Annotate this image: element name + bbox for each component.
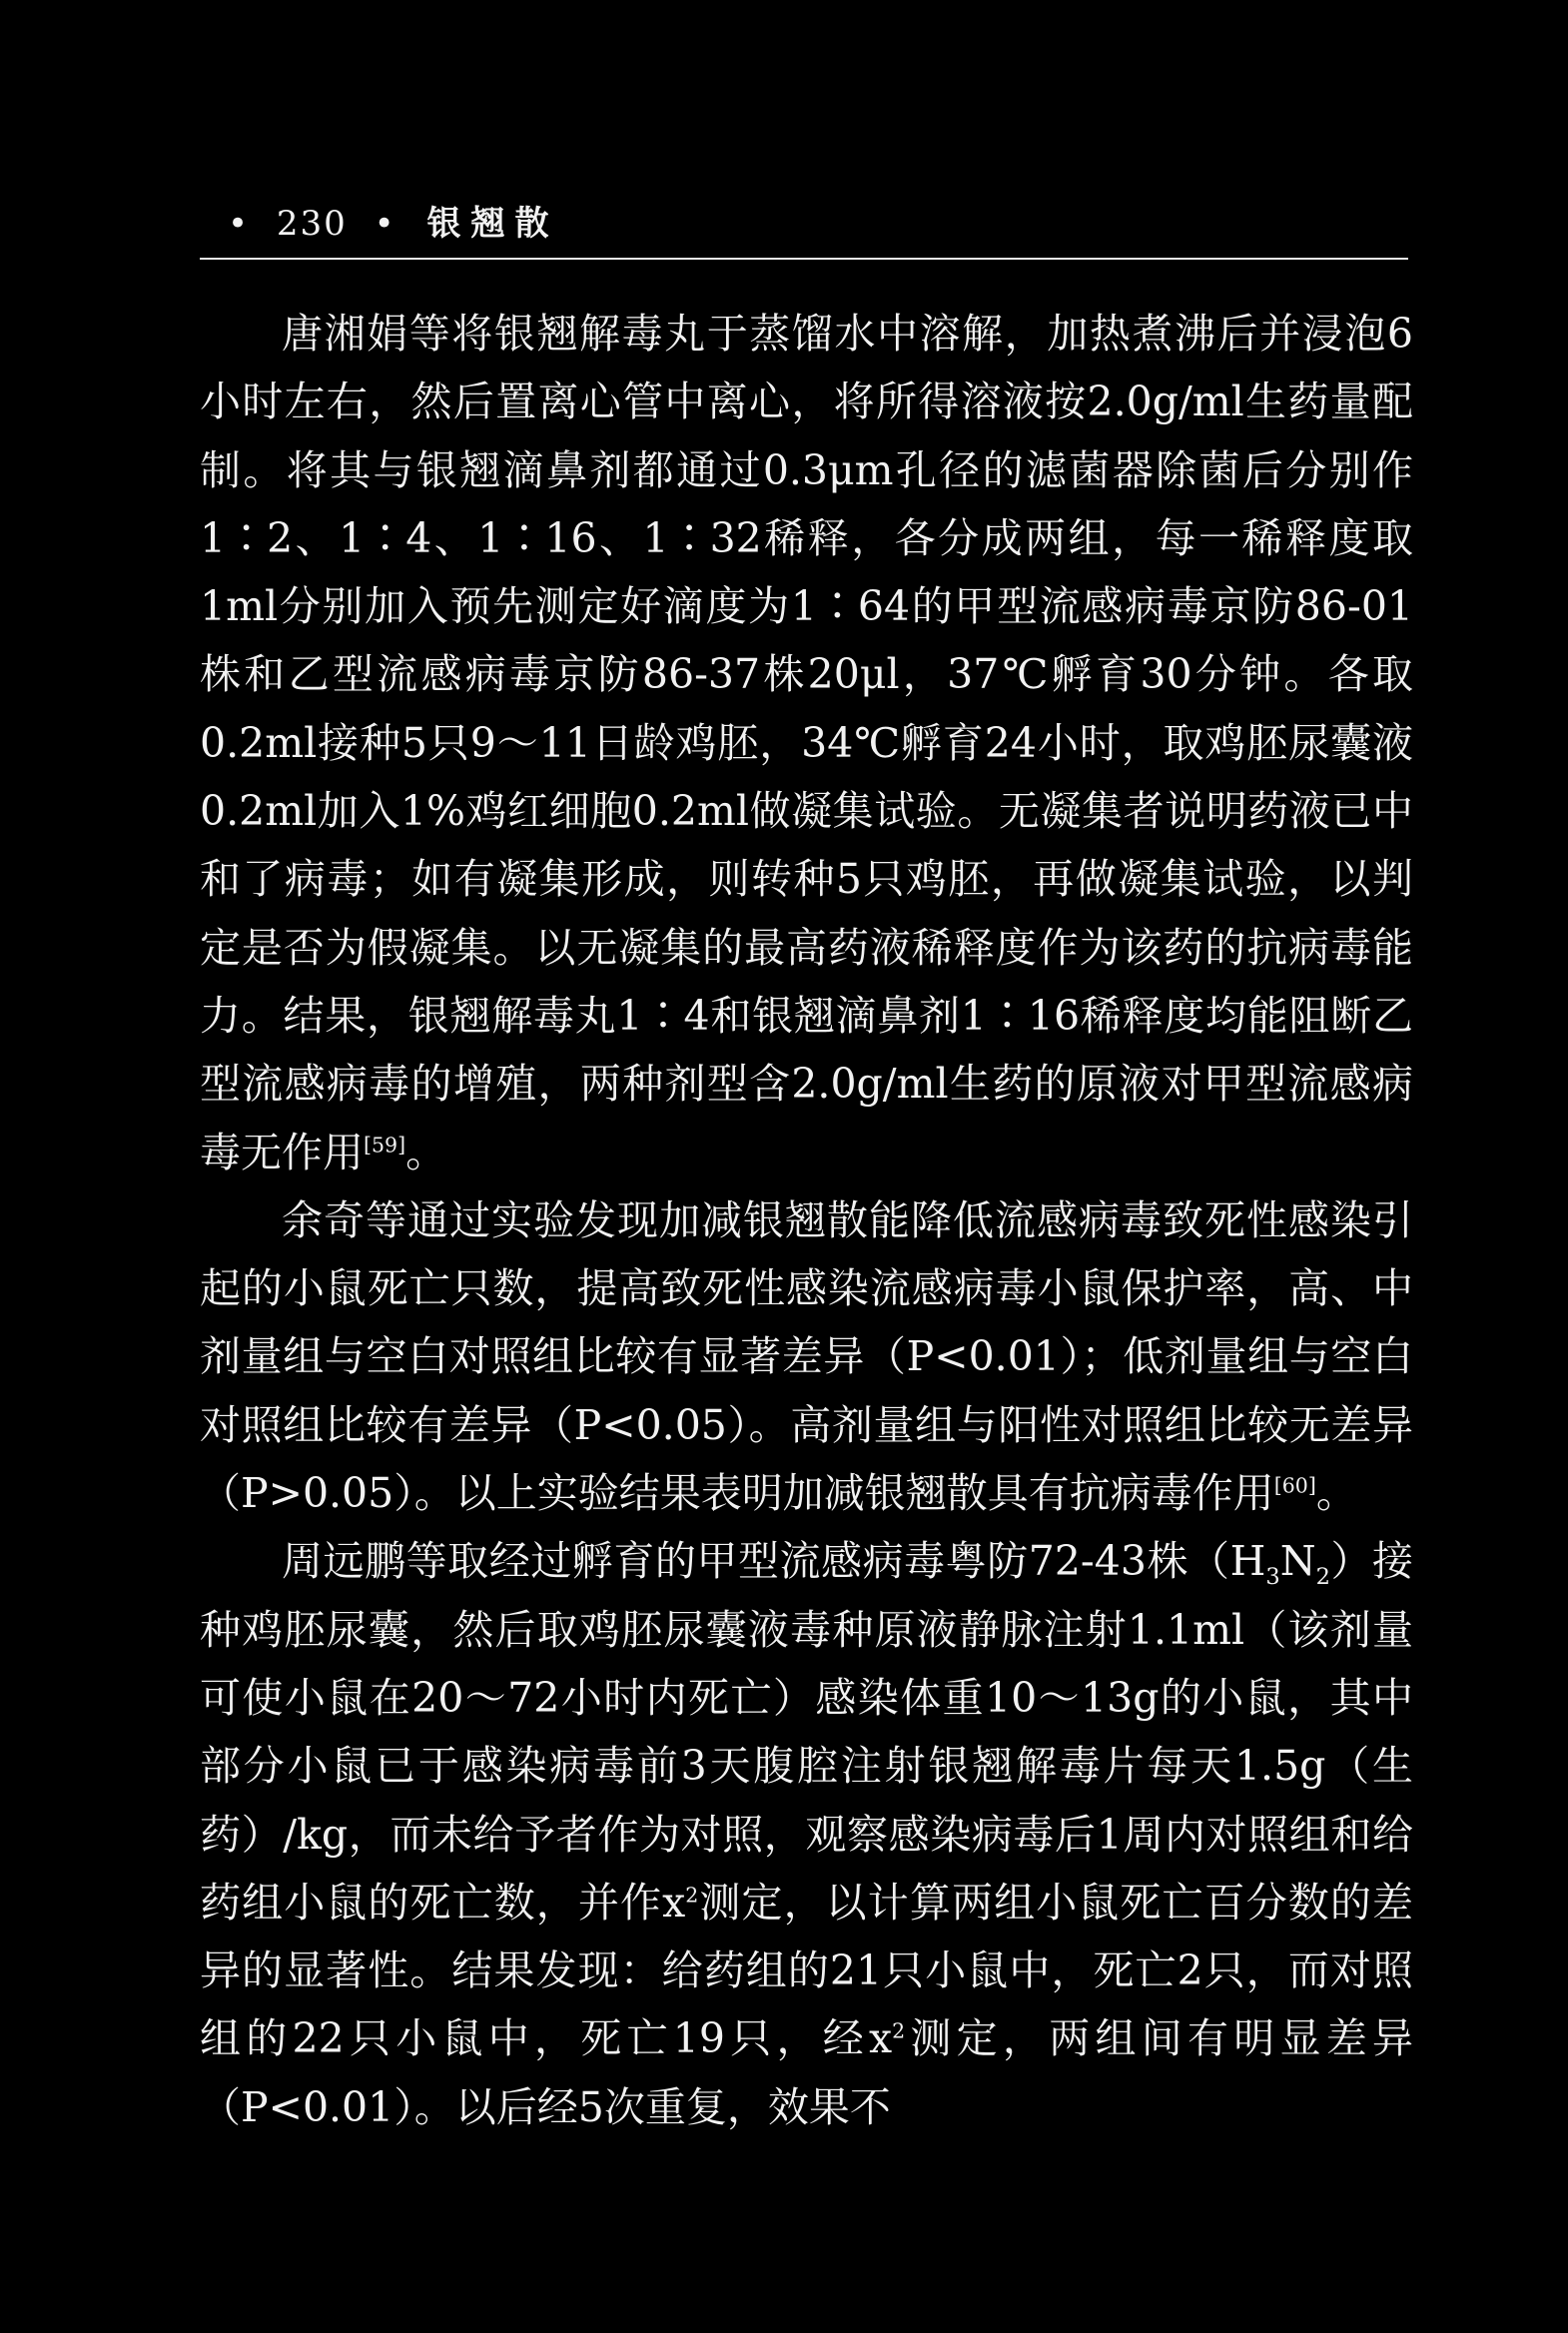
paragraph-text: 余奇等通过实验发现加减银翘散能降低流感病毒致死性感染引起的小鼠死亡只数，提高致死性感染流感病毒小鼠保护率，高、中剂量组与空白对照组比较有显著差异（P<0.01）；低剂量组与空白对照组比较有差异（P<0.05）。高剂量组与阳性对照组比较无差异（P>0.05）。以上实验结果表明加减银翘散具有抗病毒作用 xyxy=(200,1195,1413,1518)
header-rule xyxy=(200,258,1408,260)
header-dot: • xyxy=(374,204,396,244)
paragraph-text: 唐湘娟等将银翘解毒丸于蒸馏水中溶解，加热煮沸后并浸泡6小时左右，然后置离心管中离心，将所得溶液按2.0g/ml生药量配制。将其与银翘滴鼻剂都通过0.3μm孔径的滤菌器除菌后分别作1∶2、1∶4、1∶16、1∶32稀释，各分成两组，每一稀释度取1ml分别加入预先测定好滴度为1∶64的甲型流感病毒京防86-01株和乙型流感病毒京防86-37株20μl，37℃孵育30分钟。各取0.2ml接种5只9～11日龄鸡胚，34℃孵育24小时，取鸡胚尿囊液0.2ml加入1%鸡红细胞0.2ml做凝集试验。无凝集者说明药液已中和了病毒；如有凝集形成，则转种5只鸡胚，再做凝集试验，以判定是否为假凝集。以无凝集的最高药液稀释度作为该药的抗病毒能力。结果，银翘解毒丸1∶4和银翘滴鼻剂1∶16稀释度均能阻断乙型流感病毒的增殖，两种剂型含2.0g/ml生药的原液对甲型流感病毒无作用 xyxy=(200,310,1413,1176)
body-text xyxy=(200,300,1413,2141)
paragraph-end: 。 xyxy=(405,1128,447,1176)
paragraph-text: 周远鹏等取经过孵育的甲型流感病毒粤防72-43株（H xyxy=(282,1537,1266,1586)
paragraph-text: 测定，两组间有明显差异（P<0.01）。以后经5次重复，效果不 xyxy=(200,2014,1414,2131)
superscript: 2 xyxy=(892,2018,906,2043)
paragraph-text: ）接种鸡胚尿囊，然后取鸡胚尿囊液毒种原液静脉注射1.1ml（该剂量可使小鼠在20～72小时内死亡）感染体重10～13g的小鼠，其中部分小鼠已于感染病毒前3天腹腔注射银翘解毒片每天1.5g（生药）/kg，而未给予者作为对照，观察感染病毒后1周内对照组和给药组小鼠的死亡数，并作x xyxy=(200,1537,1414,1927)
reference: [60] xyxy=(1273,1473,1316,1498)
superscript: 2 xyxy=(685,1883,699,1908)
subscript: 2 xyxy=(1315,1564,1330,1591)
paragraph xyxy=(200,1186,1413,1527)
paragraph xyxy=(200,300,1413,1186)
page-number: 230 xyxy=(276,204,348,244)
paragraph xyxy=(200,1527,1413,2141)
subscript: 3 xyxy=(1265,1564,1280,1591)
book-title: 银翘散 xyxy=(426,204,559,244)
reference: [59] xyxy=(364,1132,406,1157)
paragraph-end: 。 xyxy=(1315,1469,1357,1518)
page-header xyxy=(228,196,558,245)
header-dot: • xyxy=(228,204,251,244)
paragraph-text: N xyxy=(1279,1537,1316,1586)
paragraph-text: 测定，以计算两组小鼠死亡百分数的差异的显著性。结果发现：给药组的21只小鼠中，死亡2只，而对照组的22只小鼠中，死亡19只，经x xyxy=(200,1878,1413,2063)
